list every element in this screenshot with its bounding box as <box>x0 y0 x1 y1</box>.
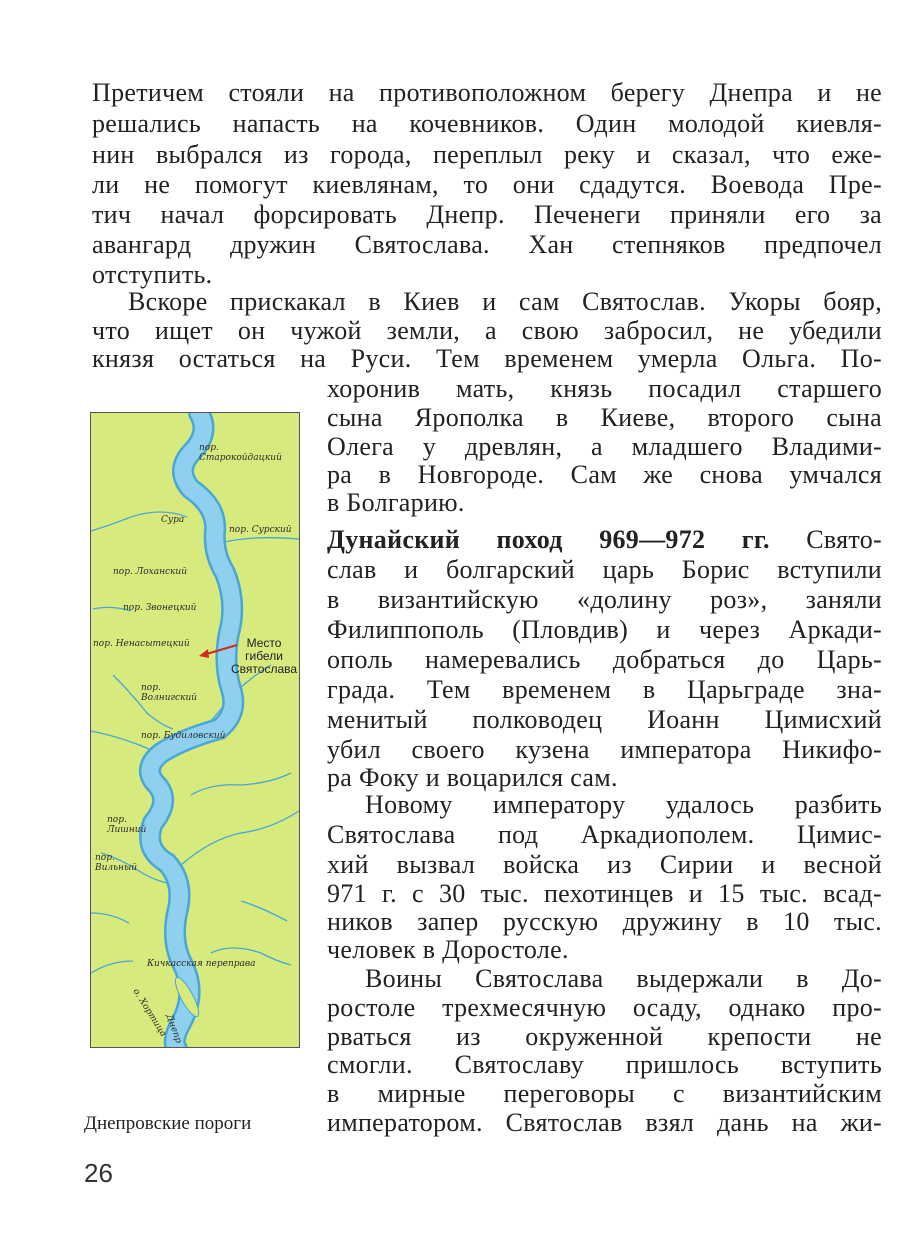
river-label-dnepr: Днепр <box>163 1013 184 1045</box>
text-line: Вскоре прискакал в Киев и сам Святослав. Укоры бояр, <box>128 287 882 316</box>
text-line: хий вызвал войска из Сирии и весной <box>327 850 882 879</box>
text-line: Претичем стояли на противоположном берегу Днепра и не <box>92 78 882 107</box>
page-number: 26 <box>84 1158 113 1188</box>
text-line: ополь намеревались добраться до Царь- <box>327 645 882 674</box>
text-line: Филиппополь (Пловдив) и через Аркади- <box>327 615 882 644</box>
section-heading-rest: Свято- <box>769 525 882 554</box>
rapid-label-budilovsky: пор. Будиловский <box>141 731 226 741</box>
text-line: хоронив мать, князь посадил старшего <box>327 374 882 403</box>
tributary <box>181 811 299 865</box>
dnieper-rapids-map <box>90 412 300 1048</box>
tributary <box>241 901 287 921</box>
tributary <box>191 773 291 795</box>
rapid-label-sursky: пор. Сурский <box>229 525 292 535</box>
text-line: Святослава под Аркадиополем. Цимис- <box>327 820 882 849</box>
text-line: в мирные переговоры с византийским <box>327 1079 882 1108</box>
text-line: ростоле трехмесячную осаду, однако про- <box>327 993 882 1022</box>
text-line: смогли. Святославу пришлось вступить <box>327 1050 882 1079</box>
text-line: решались напасть на кочевников. Один молодой киевля- <box>92 109 882 138</box>
rapid-label-nenasytetsky: пор. Ненасытецкий <box>93 639 190 649</box>
tributary <box>91 913 129 923</box>
text-line: рваться из окруженной крепости не <box>327 1022 882 1051</box>
text-line: тич начал форсировать Днепр. Печенеги приняли его за <box>92 200 882 229</box>
text-line: в византийскую «долину роз», заняли <box>327 585 882 614</box>
rapid-label-lishny: пор. Лишний <box>107 815 147 835</box>
kichkas-crossing-label: Кичкасская переправа <box>147 959 256 969</box>
rapid-label-zvonetsky: пор. Звонецкий <box>123 603 197 613</box>
section-heading: Дунайский поход 969—972 гг. <box>327 525 770 554</box>
text-line: менитый полководец Иоанн Цимисхий <box>327 705 882 734</box>
map-caption: Днепровские пороги <box>84 1113 252 1134</box>
river-label-sura: Сура <box>161 515 185 525</box>
text-line: ников запер русскую дружину в 10 тыс. <box>327 907 882 936</box>
text-line: императором. Святослав взял дань на жи- <box>327 1108 882 1137</box>
text-line: 971 г. с 30 тыс. пехотинцев и 15 тыс. всад- <box>327 879 882 908</box>
text-line: авангард дружин Святослава. Хан степняков предпочел <box>92 230 882 259</box>
text-line: отступить. <box>92 260 213 289</box>
text-line: ра Фоку и воцарился сам. <box>327 763 618 792</box>
text-line: града. Тем временем в Царьграде зна- <box>327 675 882 704</box>
text-line: что ищет он чужой земли, а свою забросил, не убедили <box>92 316 882 345</box>
death-place-arrow-head <box>199 649 209 658</box>
rapid-label-starokoidatsky: пор. Старокойдацкий <box>199 443 282 463</box>
text-line: ли не помогут киевлянам, то они сдадутся. Воевода Пре- <box>92 170 882 199</box>
text-line: ра в Новгороде. Сам же снова умчался <box>327 460 882 489</box>
section-heading-line <box>327 525 882 555</box>
text-line: Новому императору удалось разбить <box>365 790 882 819</box>
text-line: убил своего кузена императора Никифо- <box>327 735 882 764</box>
text-line: Олега у древлян, а младшего Владими- <box>327 432 882 461</box>
tributary <box>221 538 299 543</box>
rapid-label-volnigsky: пор. Волнигский <box>141 683 198 703</box>
rapid-label-lokhansky: пор. Лоханский <box>113 567 188 577</box>
text-line: нин выбрался из города, переплыл реку и сказал, что еже- <box>92 140 882 169</box>
text-line: Воины Святослава выдержали в До- <box>365 964 882 993</box>
rapid-label-vilny: пор. Вильный <box>95 853 138 873</box>
text-line: в Болгарию. <box>327 488 465 517</box>
death-place-label: Место гибели Святослава <box>231 636 298 676</box>
text-line: человек в Доростоле. <box>327 935 569 964</box>
tributary <box>91 961 133 973</box>
text-line: слав и болгарский царь Борис вступили <box>327 555 882 584</box>
khortytsia-label: о. Хортица <box>130 987 168 1039</box>
text-line: князя остаться на Руси. Тем временем умерла Ольга. По- <box>92 344 882 373</box>
text-line: сына Ярополка в Киеве, второго сына <box>327 403 882 432</box>
